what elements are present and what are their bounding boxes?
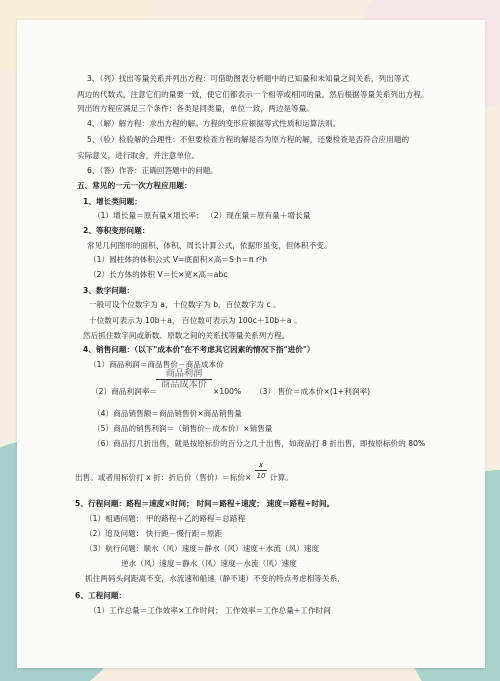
- paragraph-line: 一般可设个位数字为 a，十位数字为 b，百位数字为 c 。: [89, 300, 281, 309]
- formula-line: （4）商品销售额＝商品销售价×商品销售量: [93, 409, 242, 418]
- paragraph-line: 两边的代数式，注意它们的量要一致，使它们都表示一个相等或相同的量。然后根据等量关系列出方程。: [77, 90, 429, 99]
- fraction-denominator: 商品成本价: [161, 379, 207, 390]
- subsection-heading: 2、等积变形问题：: [83, 226, 150, 235]
- subsection-heading: 1、增长类问题：: [83, 197, 142, 206]
- formula-line: （6）商品打几折出售，就是按原标价的百分之几十出售，如商品打 8 折出售，即按原标价的 80%: [93, 439, 426, 448]
- formula-line: （5）商品的销售利润＝（销售价－成本价）×销售量: [93, 424, 273, 433]
- paragraph-line: 十位数可表示为 10b＋a， 百位数可表示为 100c＋10b＋a 。: [89, 316, 302, 325]
- formula-line: （2）长方体的体积 V＝长×宽×高＝abc: [89, 270, 228, 279]
- subsection-heading: 3、数字问题：: [83, 286, 135, 295]
- formula-line: （1）圆柱体的体积公式 V=底面积×高＝S·h＝π r²h: [89, 255, 268, 264]
- paragraph-line: 实际意义，进行取舍，并注意单位。: [77, 151, 200, 160]
- section-heading: 五、常见的一元一次方程应用题：: [77, 181, 192, 190]
- formula-line: ×100%: [213, 387, 242, 396]
- step-list-item: 4、（解）解方程：求出方程的解。方程的变形应根据等式性质和运算法则。: [87, 119, 341, 128]
- formula-line: （1）增长量＝原有量×增长率； （2）现在量＝原有量＋增长量: [93, 211, 311, 220]
- step-list-item: 6、（答）作答：正确回答题中的问题。: [87, 166, 219, 175]
- formula-line: （2）追及问题： 快行距－慢行距＝原距: [85, 529, 223, 538]
- subsection-heading: 4、销售问题：（以下"成本价"在不考虑其它因素的情况下指"进价"）: [83, 345, 315, 354]
- formula-line: （3）航行问题：顺水（风）速度＝静水（风）速度＋水流（风）速度: [85, 544, 320, 553]
- paragraph-line: 常见几何图形的面积、体积、周长计算公式，依据形虽变，但体积不变。: [87, 241, 332, 250]
- formula-line: （1）工作总量＝工作效率×工作时间； 工作效率＝工作总量÷工作时间: [89, 606, 331, 615]
- paragraph-line: 抓住两码头间距离不变，水流速和船速（静不速）不变的特点考虑相等关系．: [85, 574, 345, 583]
- profit-rate-fraction: [156, 369, 212, 390]
- formula-line: （2）商品利润率＝: [91, 387, 158, 396]
- fraction-numerator: 商品利润: [156, 369, 212, 380]
- paragraph-line: 然后抓住数字间或新数、原数之间的关系找等量关系列方程。: [83, 331, 290, 340]
- subsection-heading: 6、工程问题：: [75, 591, 127, 600]
- document-page: [17, 20, 485, 668]
- step-list-item: 5、（验）检验解的合理性：不但要检查方程的解是否为原方程的解，还要检查是否符合应用题的: [87, 135, 410, 144]
- formula-line: 逆水（风）速度＝静水（风）速度－水流（风）速度: [121, 559, 297, 568]
- fraction-denominator: 10: [256, 472, 266, 480]
- discount-fraction: [255, 460, 267, 481]
- formula-line: （1）商品利润＝商品售价－商品成本价: [89, 360, 224, 369]
- paragraph-line: 出售。或者用标价打 x 折：折后价（售价）＝标价×: [75, 473, 252, 482]
- paragraph-line: 计算。: [270, 473, 293, 482]
- step-list-item: 3、（列）找出等量关系并列出方程：可借助图表分析题中的已知量和未知量之间关系，列出等式: [87, 74, 410, 83]
- formula-line: （3） 售价＝成本价×(1+利润率): [255, 387, 371, 396]
- fraction-numerator: x: [255, 460, 267, 471]
- paragraph-line: 列出的方程应满足三个条件：各类是同类量，单位一致，两边是等量。: [77, 104, 314, 113]
- formula-line: （1）相遇问题： 甲的路程＋乙的路程＝总路程: [85, 514, 246, 523]
- subsection-heading: 5、行程问题：路程＝速度×时间； 时间＝路程÷速度； 速度＝路程÷时间。: [75, 499, 335, 508]
